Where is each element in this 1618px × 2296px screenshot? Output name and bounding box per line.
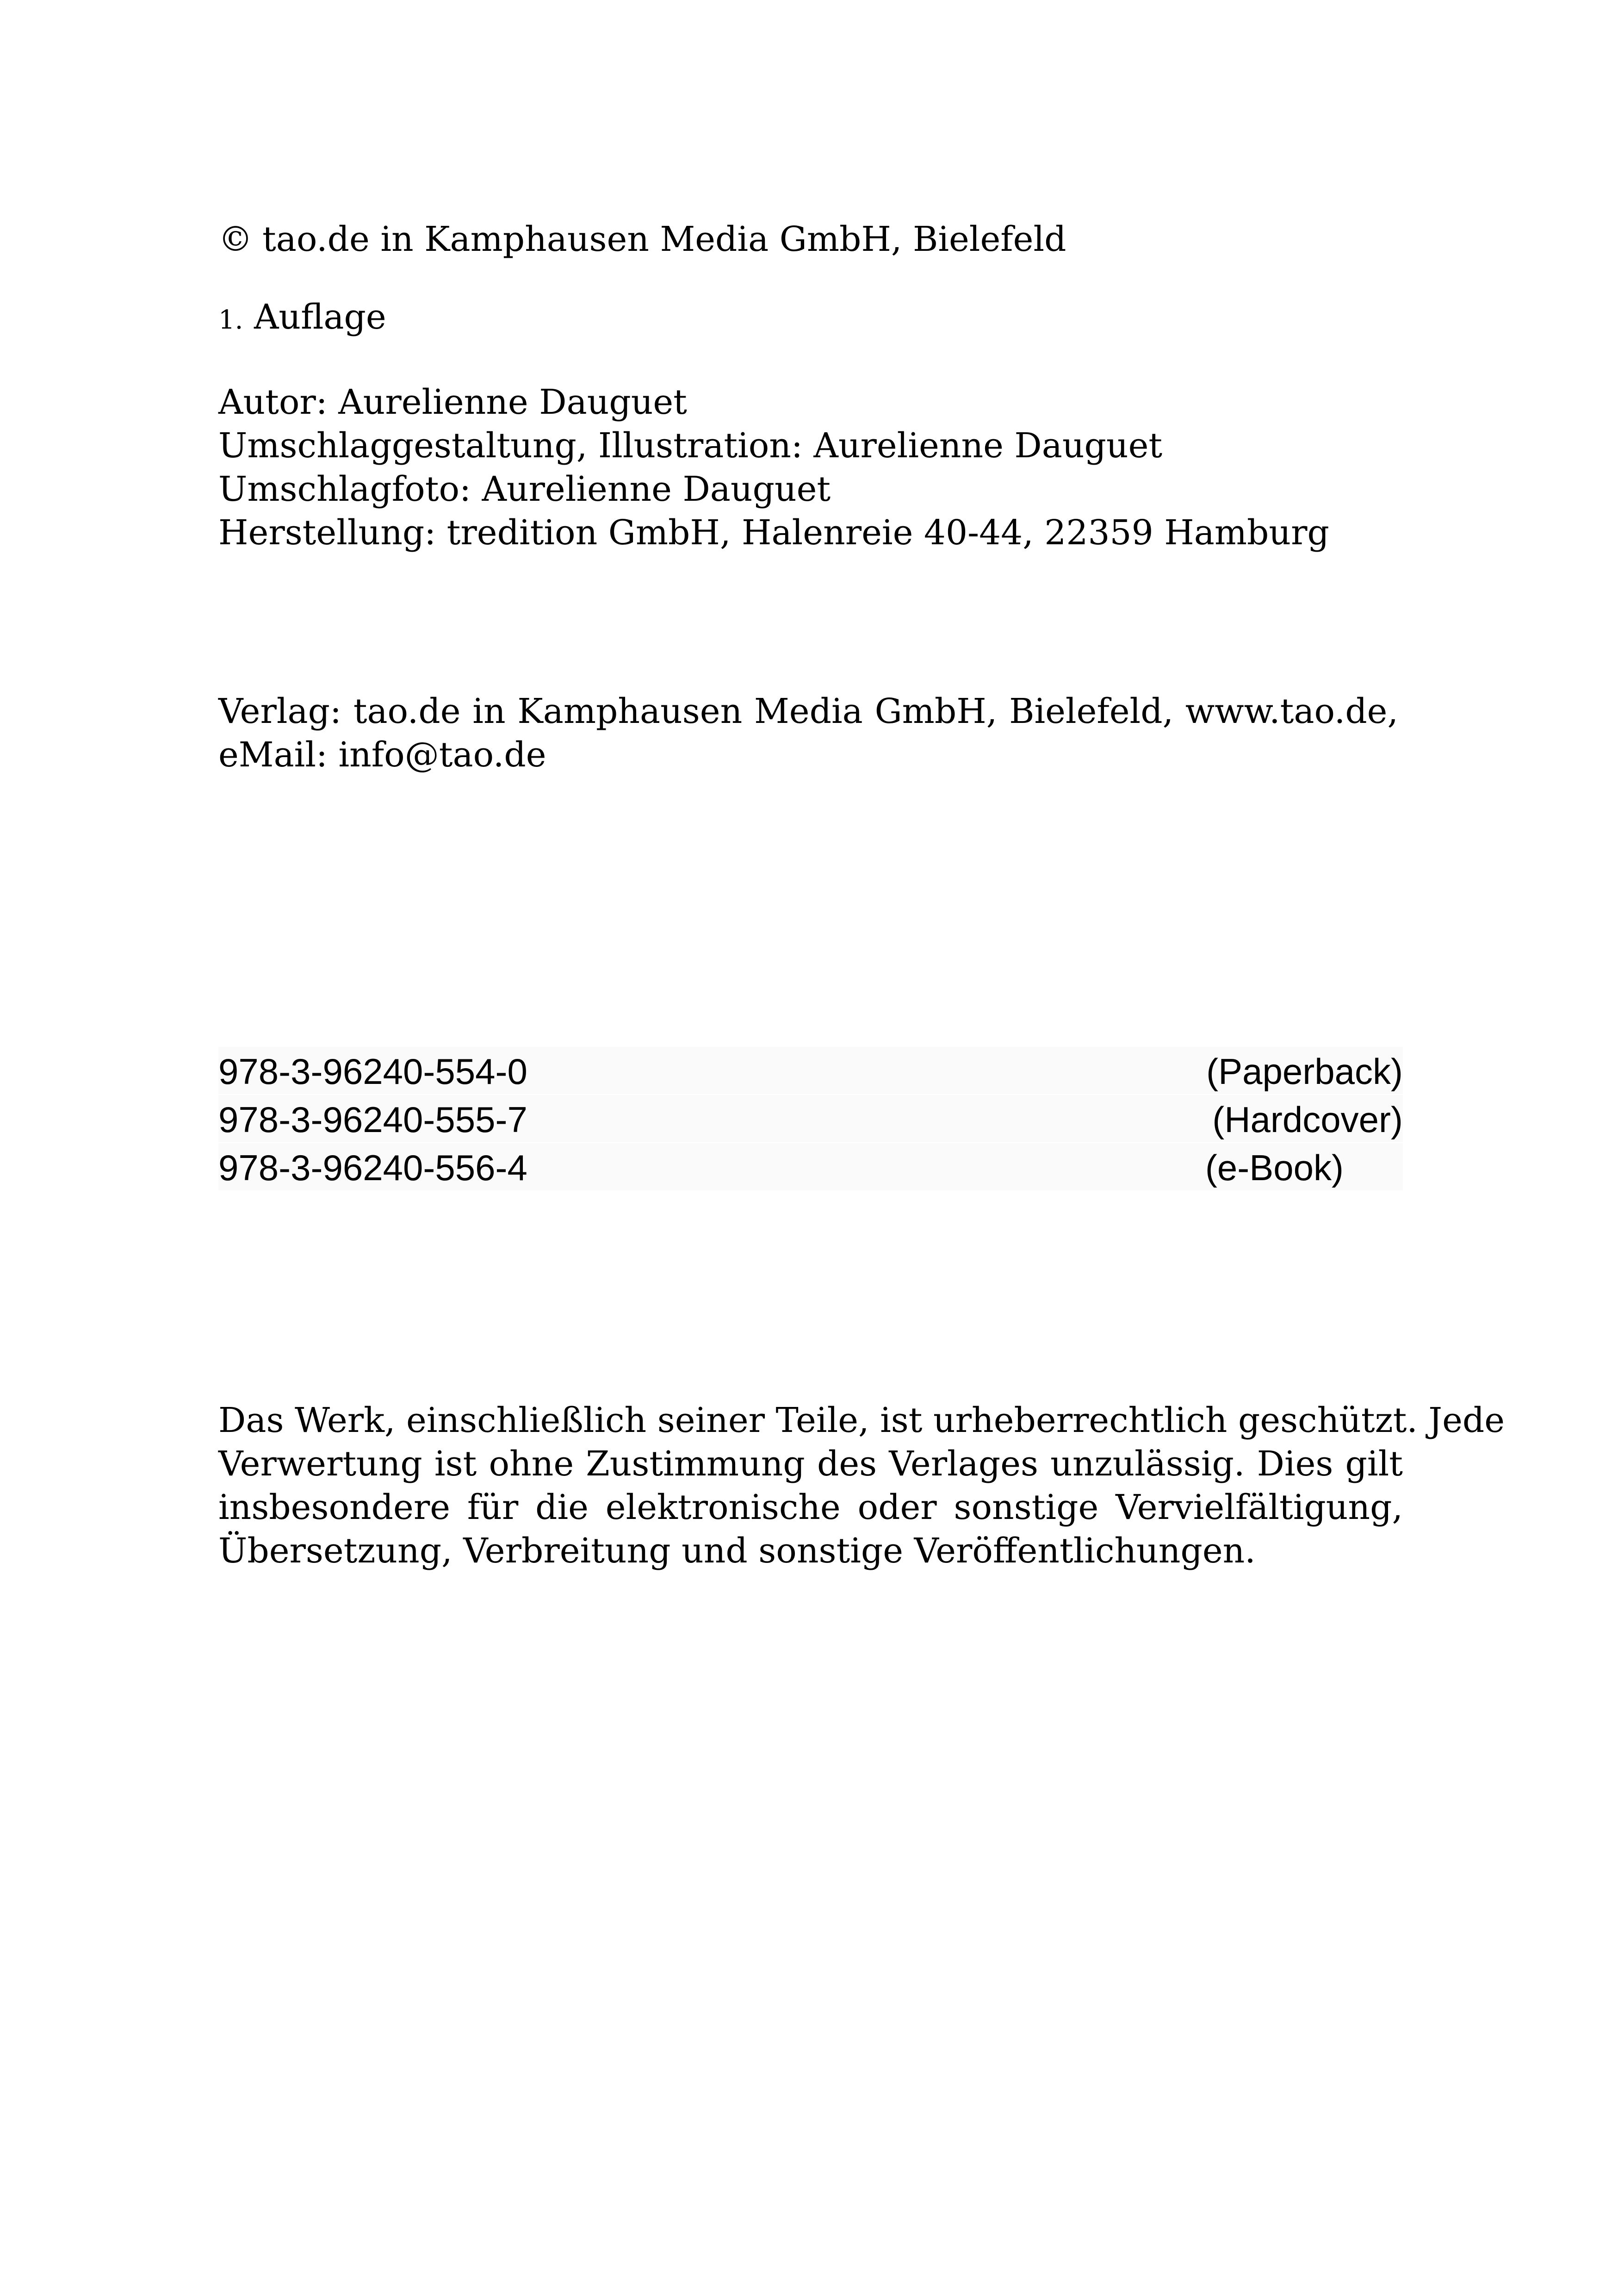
credit-cover-photo: Umschlagfoto: Aurelienne Dauguet: [218, 469, 831, 509]
isbn-number: 978-3-96240-556-4: [218, 1147, 527, 1188]
isbn-list: [218, 1047, 1403, 1191]
credit-production: Herstellung: tredition GmbH, Halenreie 40-44, 22359 Hamburg: [218, 513, 1329, 553]
legal-line: Das Werk, einschließlich seiner Teile, ist urheberrechtlich geschützt. Jede: [218, 1400, 1505, 1440]
credit-author: Autor: Aurelienne Dauguet: [218, 382, 687, 422]
isbn-format: (Paperback): [1206, 1051, 1403, 1092]
isbn-number: 978-3-96240-554-0: [218, 1051, 527, 1092]
publisher-info: Verlag: tao.de in Kamphausen Media GmbH, Bielefeld, www.tao.de, eMail: info@tao.de: [218, 691, 1398, 775]
copyright-text: tao.de in Kamphausen Media GmbH, Bielefeld: [262, 219, 1066, 259]
edition-label: Auflage: [254, 297, 386, 337]
isbn-row-hardcover: [218, 1095, 1403, 1143]
legal-line: Verwertung ist ohne Zustimmung des Verlages unzulässig. Dies gilt: [218, 1444, 1403, 1484]
isbn-format: (e-Book): [1205, 1147, 1344, 1188]
edition-number: 1.: [218, 305, 243, 335]
isbn-row-ebook: [218, 1143, 1403, 1191]
credits-block: [218, 380, 1329, 554]
legal-line: insbesondere für die elektronische oder sonstige Vervielfältigung,: [218, 1487, 1403, 1527]
legal-notice: [218, 1399, 1505, 1573]
credit-cover-design: Umschlaggestaltung, Illustration: Aurelienne Dauguet: [218, 426, 1163, 466]
isbn-format: (Hardcover): [1212, 1099, 1403, 1140]
copyright-symbol: ©: [218, 219, 253, 259]
copyright-line: [218, 218, 1066, 261]
edition-line: [218, 295, 386, 342]
isbn-row-paperback: [218, 1047, 1403, 1095]
isbn-number: 978-3-96240-555-7: [218, 1099, 527, 1140]
legal-line: Übersetzung, Verbreitung und sonstige Veröffentlichungen.: [218, 1531, 1256, 1571]
